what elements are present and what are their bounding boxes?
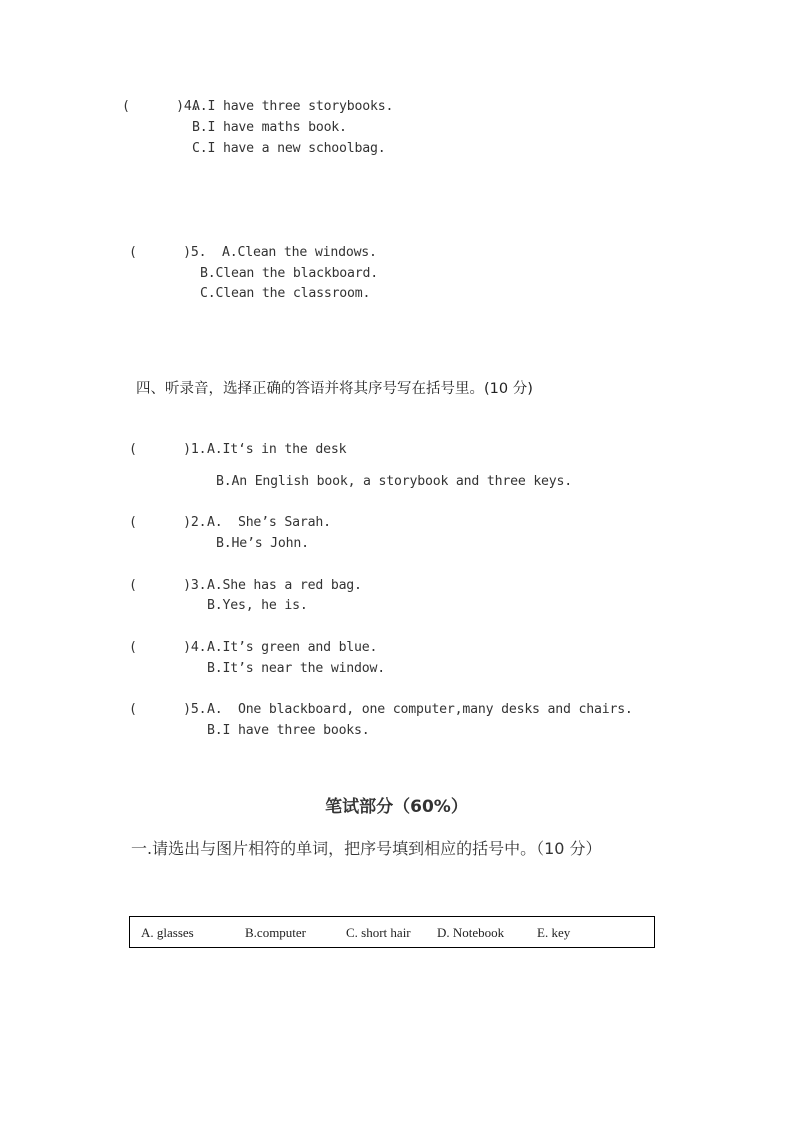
option-b: B.An English book, a storybook and three keys.: [216, 474, 573, 489]
option-b: B.Clean the blackboard.: [200, 266, 379, 281]
option-b: B.I have maths book.: [192, 120, 347, 135]
written-question-1-heading: 一.请选出与图片相符的单词，把序号填到相应的括号中。（10 分）: [131, 839, 602, 858]
answer-bracket[interactable]: ( )2.: [129, 515, 207, 530]
answer-bracket[interactable]: ( )4.: [122, 99, 200, 114]
answer-bracket[interactable]: ( )4.: [129, 640, 207, 655]
option-a: A.I have three storybooks.: [192, 99, 394, 114]
option-a: A.It’s green and blue.: [207, 640, 378, 655]
option-a: A.It‘s in the desk: [207, 442, 347, 457]
option-a: A. She’s Sarah.: [207, 515, 331, 530]
word-bank-item: D. Notebook: [437, 925, 505, 940]
option-b: B.Yes, he is.: [207, 598, 308, 613]
option-b: B.It’s near the window.: [207, 661, 386, 676]
word-bank-item: A. glasses: [141, 925, 194, 940]
option-b: B.He’s John.: [216, 536, 309, 551]
answer-bracket[interactable]: ( )5.: [129, 245, 207, 260]
word-bank-item: B.computer: [245, 925, 307, 940]
option-a: A. One blackboard, one computer,many desks and chairs.: [207, 702, 633, 717]
option-c: C.Clean the classroom.: [200, 286, 371, 301]
section-4-heading: 四、听录音，选择正确的答语并将其序号写在括号里。(10 分): [136, 381, 533, 397]
option-a: A.She has a red bag.: [207, 578, 362, 593]
option-c: C.I have a new schoolbag.: [192, 141, 386, 156]
answer-bracket[interactable]: ( )5.: [129, 702, 207, 717]
word-bank-box: [129, 916, 655, 948]
option-b: B.I have three books.: [207, 723, 370, 738]
word-bank-item: E. key: [537, 925, 571, 940]
answer-bracket[interactable]: ( )3.: [129, 578, 207, 593]
word-bank-item: C. short hair: [346, 925, 411, 940]
written-part-title: 笔试部分（60%）: [325, 797, 468, 817]
answer-bracket[interactable]: ( )1.: [129, 442, 207, 457]
option-a: A.Clean the windows.: [222, 245, 377, 260]
